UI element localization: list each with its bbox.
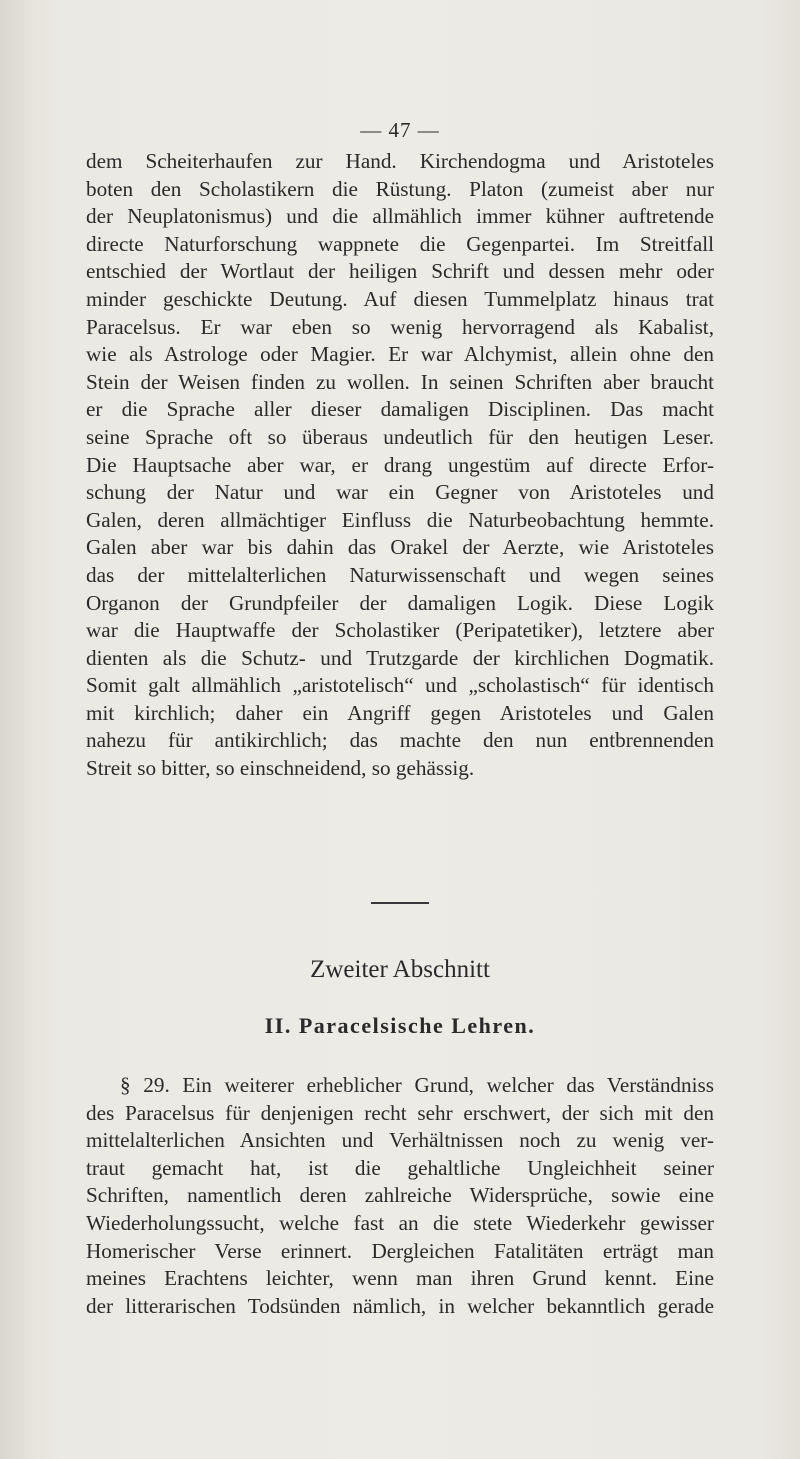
text-line: dienten als die Schutz- und Trutzgarde der kirchlichen Dogmatik. (86, 645, 714, 670)
text-line: Streit so bitter, so einschneidend, so gehässig. (86, 756, 475, 781)
text-line: traut gemacht hat, ist die gehaltliche Ungleichheit seiner (86, 1155, 714, 1180)
text-line: das der mittelalterlichen Naturwissenschaft und wegen seines (86, 562, 714, 587)
text-line: war die Hauptwaffe der Scholastiker (Peripatetiker), letztere aber (86, 618, 714, 643)
text-line: Homerischer Verse erinnert. Dergleichen Fatalitäten erträgt man (86, 1238, 714, 1263)
text-line: § 29. Ein weiterer erheblicher Grund, welcher das Verständniss (120, 1073, 714, 1097)
text-line: wie als Astrologe oder Magier. Er war Alchymist, allein ohne den (86, 342, 714, 367)
text-line: der Neuplatonismus) und die allmählich immer kühner auftretende (86, 204, 714, 229)
text-line: Die Hauptsache aber war, er drang ungestüm auf directe Erfor- (86, 452, 714, 477)
text-line: des Paracelsus für denjenigen recht sehr erschwert, der sich mit den (86, 1100, 714, 1125)
text-line: Paracelsus. Er war eben so wenig hervorragend als Kabalist, (86, 314, 714, 339)
page-number: — 47 — (360, 118, 440, 142)
text-line: Galen aber war bis dahin das Orakel der Aerzte, wie Aristoteles (86, 535, 714, 560)
text-line: dem Scheiterhaufen zur Hand. Kirchendogma und Aristoteles (86, 149, 714, 173)
text-line: Somit galt allmählich „aristotelisch“ und „scholastisch“ für identisch (86, 673, 714, 698)
section-heading: Zweiter Abschnitt (310, 956, 490, 983)
paragraph-2 (86, 1072, 714, 1320)
section-divider (371, 902, 429, 904)
text-line: seine Sprache oft so überaus undeutlich für den heutigen Leser. (86, 424, 714, 449)
text-line: er die Sprache aller dieser damaligen Disciplinen. Das macht (86, 397, 714, 422)
text-line: meines Erachtens leichter, wenn man ihren Grund kennt. Eine (86, 1266, 714, 1291)
text-line: mit kirchlich; daher ein Angriff gegen Aristoteles und Galen (86, 700, 714, 725)
text-line: Wiederholungssucht, welche fast an die stete Wiederkehr gewisser (86, 1210, 714, 1235)
text-line: Schriften, namentlich deren zahlreiche Widersprüche, sowie eine (86, 1183, 714, 1208)
text-line: der litterarischen Todsünden nämlich, in welcher bekanntlich gerade (86, 1293, 714, 1318)
text-line: Organon der Grundpfeiler der damaligen Logik. Diese Logik (86, 590, 714, 615)
text-line: minder geschickte Deutung. Auf diesen Tummelplatz hinaus trat (86, 286, 714, 311)
text-line: Galen, deren allmächtiger Einfluss die Naturbeobachtung hemmte. (86, 507, 714, 532)
text-line: entschied der Wortlaut der heiligen Schrift und dessen mehr oder (86, 259, 714, 284)
text-line: schung der Natur und war ein Gegner von Aristoteles und (86, 480, 714, 505)
text-line: directe Naturforschung wappnete die Gegenpartei. Im Streitfall (86, 231, 714, 256)
paragraph-1 (86, 148, 714, 783)
chapter-heading: II. Paracelsische Lehren. (264, 1013, 536, 1038)
text-line: mittelalterlichen Ansichten und Verhältnissen noch zu wenig ver- (86, 1128, 714, 1153)
text-line: boten den Scholastikern die Rüstung. Platon (zumeist aber nur (86, 176, 714, 201)
text-line: Stein der Weisen finden zu wollen. In seinen Schriften aber braucht (86, 369, 714, 394)
text-line: nahezu für antikirchlich; das machte den nun entbrennenden (86, 728, 714, 753)
